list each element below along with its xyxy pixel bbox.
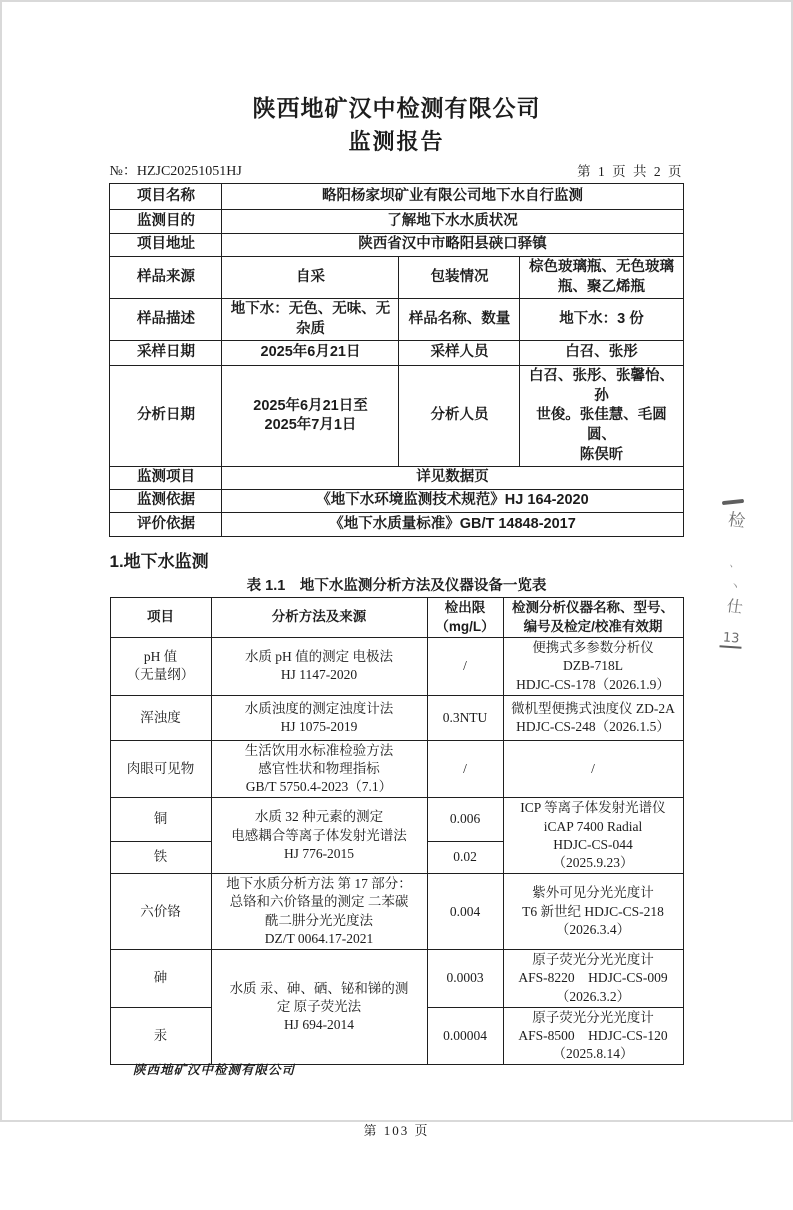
table-row [110, 234, 683, 257]
handwritten-margin-note: 丶 [728, 579, 742, 594]
field-label: 采样日期 [110, 341, 222, 366]
table-row [110, 874, 683, 950]
field-label: 项目地址 [110, 234, 222, 257]
field-value: 白召、张彤、张馨怡、孙 世俊。张佳慧、毛圆圆、 陈俣昕 [520, 366, 683, 467]
column-header-method: 分析方法及来源 [211, 598, 427, 638]
analysis-method: 生活饮用水标准检验方法 感官性状和物理指标 GB/T 5750.4-2023（7.1） [211, 740, 427, 798]
column-header-item: 项目 [110, 598, 211, 638]
analysis-method: 水质 汞、砷、硒、铋和锑的测 定 原子荧光法 HJ 694-2014 [211, 950, 427, 1065]
field-value: 陕西省汉中市略阳县硖口驿镇 [222, 234, 683, 257]
parameter-name: 铜 [110, 798, 211, 841]
footer-company-name: 陕西地矿汉中检测有限公司 [133, 1063, 296, 1077]
field-label: 包装情况 [399, 257, 520, 299]
report-page [2, 92, 791, 1210]
field-label: 监测项目 [110, 467, 222, 490]
parameter-name: 铁 [110, 841, 211, 874]
field-value: 略阳杨家坝矿业有限公司地下水自行监测 [222, 184, 683, 210]
table-row [110, 257, 683, 299]
detection-limit: 0.02 [427, 841, 503, 874]
table-row [110, 341, 683, 366]
detection-limit: 0.00004 [427, 1007, 503, 1065]
field-label: 样品名称、数量 [399, 299, 520, 341]
table-row [110, 513, 683, 537]
field-label: 监测目的 [110, 210, 222, 234]
detection-limit: 0.0003 [427, 950, 503, 1008]
table-row [110, 798, 683, 841]
instrument-info: 紫外可见分光光度计 T6 新世纪 HDJC-CS-218 （2026.3.4） [503, 874, 683, 950]
field-value: 白召、张彤 [520, 341, 683, 366]
field-value: 棕色玻璃瓶、无色玻璃 瓶、聚乙烯瓶 [520, 257, 683, 299]
report-number: №：HZJC20251051HJ [109, 164, 242, 179]
field-value: 了解地下水水质状况 [222, 210, 683, 234]
instrument-info: ICP 等离子体发射光谱仪 iCAP 7400 Radial HDJC-CS-044 （2025.9.23） [503, 798, 683, 874]
handwritten-margin-note: 检 [726, 509, 747, 533]
parameter-name: 六价铬 [110, 874, 211, 950]
field-label: 项目名称 [110, 184, 222, 210]
analysis-method: 水质 32 种元素的测定 电感耦合等离子体发射光谱法 HJ 776-2015 [211, 798, 427, 874]
table-caption: 表 1.1 地下水监测分析方法及仪器设备一览表 [246, 578, 547, 595]
table-header-row [110, 598, 683, 638]
handwritten-margin-note: 、 [729, 558, 741, 571]
table-row [110, 467, 683, 490]
report-meta-row [110, 160, 684, 180]
instrument-info: / [503, 740, 683, 798]
document-page-number: 第 103 页 [363, 1123, 430, 1138]
table-row [110, 366, 683, 467]
report-title: 监测报告 [348, 129, 445, 154]
company-title: 陕西地矿汉中检测有限公司 [252, 95, 541, 121]
table-row [110, 490, 683, 513]
handwritten-margin-note: 13 [719, 630, 742, 648]
handwritten-margin-notes [712, 500, 758, 648]
field-value: 自采 [222, 257, 399, 299]
field-label: 分析人员 [399, 366, 520, 467]
table-row [110, 210, 683, 234]
field-value: 详见数据页 [222, 467, 683, 490]
field-value: 地下水：无色、无味、无 杂质 [222, 299, 399, 341]
analysis-method: 水质浊度的测定浊度计法 HJ 1075-2019 [211, 695, 427, 740]
table-row [110, 950, 683, 1008]
field-label: 样品来源 [110, 257, 222, 299]
instrument-info: 便携式多参数分析仪 DZB-718L HDJC-CS-178（2026.1.9） [503, 638, 683, 696]
parameter-name: 浑浊度 [110, 695, 211, 740]
field-label: 样品描述 [110, 299, 222, 341]
page-indicator: 第 1 页 共 2 页 [577, 164, 684, 179]
field-label: 采样人员 [399, 341, 520, 366]
section-heading: 1.地下水监测 [109, 552, 209, 572]
detection-limit: 0.006 [427, 798, 503, 841]
field-value: 地下水：3 份 [520, 299, 683, 341]
table-row [110, 638, 683, 696]
detection-limit: / [427, 740, 503, 798]
analysis-method: 地下水质分析方法 第 17 部分： 总铬和六价铬量的测定 二苯碳 酰二肼分光光度法 DZ/T 0064.17-2021 [211, 874, 427, 950]
table-row [110, 299, 683, 341]
parameter-name: pH 值 （无量纲） [110, 638, 211, 696]
field-value: 《地下水环境监测技术规范》HJ 164-2020 [222, 490, 683, 513]
field-label: 分析日期 [110, 366, 222, 467]
column-header-instrument: 检测分析仪器名称、型号、 编号及检定/校准有效期 [503, 598, 683, 638]
field-label: 监测依据 [110, 490, 222, 513]
field-value: 《地下水质量标准》GB/T 14848-2017 [222, 513, 683, 537]
table-row [110, 740, 683, 798]
instrument-info: 微机型便携式浊度仪 ZD-2A HDJC-CS-248（2026.1.5） [503, 695, 683, 740]
title-block [2, 92, 791, 158]
column-header-detection-limit: 检出限 （mg/L） [427, 598, 503, 638]
parameter-name: 肉眼可见物 [110, 740, 211, 798]
parameter-name: 汞 [110, 1007, 211, 1065]
field-value: 2025年6月21日至 2025年7月1日 [222, 366, 399, 467]
table-row [110, 695, 683, 740]
detection-limit: / [427, 638, 503, 696]
handwritten-margin-note: 仕 [725, 595, 745, 618]
parameter-name: 砷 [110, 950, 211, 1008]
analysis-method: 水质 pH 值的测定 电极法 HJ 1147-2020 [211, 638, 427, 696]
method-instrument-table [110, 597, 684, 1065]
table-row [110, 184, 683, 210]
detection-limit: 0.3NTU [427, 695, 503, 740]
detection-limit: 0.004 [427, 874, 503, 950]
instrument-info: 原子荧光分光光度计 AFS-8500 HDJC-CS-120 （2025.8.14） [503, 1007, 683, 1065]
field-value: 2025年6月21日 [222, 341, 399, 366]
field-label: 评价依据 [110, 513, 222, 537]
instrument-info: 原子荧光分光光度计 AFS-8220 HDJC-CS-009 （2026.3.2） [503, 950, 683, 1008]
report-info-table [109, 183, 683, 537]
